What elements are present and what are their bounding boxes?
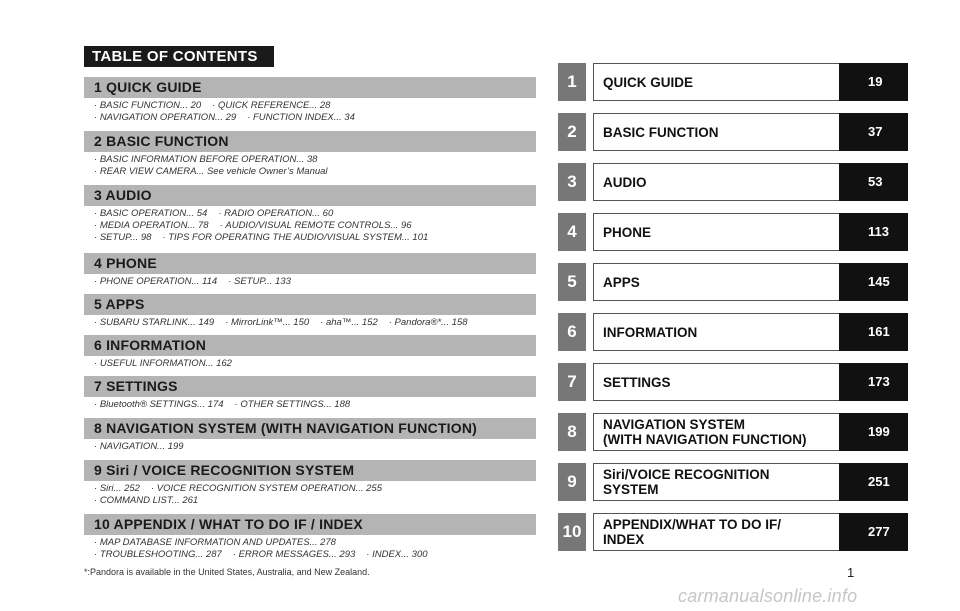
chapter-tab-page: 251 [839,463,908,501]
section-heading[interactable]: 6 INFORMATION [84,335,536,356]
subsection-line [84,483,536,495]
section-heading[interactable]: 9 Siri / VOICE RECOGNITION SYSTEM [84,460,536,481]
subsection-link[interactable]: · ERROR MESSAGES... 293 [233,549,356,560]
subsection-link[interactable]: · Siri... 252 [94,483,140,494]
page-title: TABLE OF CONTENTS [84,46,274,67]
subsection-line [84,317,536,329]
toc-section [84,335,536,370]
toc-section [84,376,536,411]
chapter-tab-label: SETTINGS [593,363,839,401]
chapter-tab-page: 53 [839,163,908,201]
subsection-link[interactable]: · BASIC INFORMATION BEFORE OPERATION... 38 [94,154,317,165]
chapter-tab-number: 1 [558,63,586,101]
chapter-tab-number: 4 [558,213,586,251]
chapter-tab[interactable] [558,163,908,201]
page-number: 1 [847,565,855,580]
subsection-link[interactable]: · MAP DATABASE INFORMATION AND UPDATES... 278 [94,537,336,548]
subsection-link[interactable]: · Bluetooth® SETTINGS... 174 [94,399,224,410]
chapter-tab-number: 8 [558,413,586,451]
subsection-link[interactable]: · PHONE OPERATION... 114 [94,276,217,287]
subsection-line [84,220,536,232]
subsection-line [84,537,536,549]
subsection-link[interactable]: · REAR VIEW CAMERA... See vehicle Owner’s Manual [94,166,328,177]
section-heading[interactable]: 7 SETTINGS [84,376,536,397]
chapter-tab-number: 10 [558,513,586,551]
chapter-tab-number: 5 [558,263,586,301]
chapter-tab-page: 19 [839,63,908,101]
subsection-link[interactable]: · FUNCTION INDEX... 34 [247,112,355,123]
chapter-tab-page: 173 [839,363,908,401]
subsection-link[interactable]: · Pandora®*... 158 [389,317,468,328]
toc-section [84,294,536,329]
chapter-tab-page: 37 [839,113,908,151]
chapter-tab-label: Siri/VOICE RECOGNITION SYSTEM [593,463,839,501]
chapter-tab[interactable] [558,113,908,151]
subsection-line [84,399,536,411]
section-heading[interactable]: 4 PHONE [84,253,536,274]
subsection-link[interactable]: · RADIO OPERATION... 60 [218,208,333,219]
chapter-tab-page: 145 [839,263,908,301]
subsection-link[interactable]: · aha™... 152 [320,317,378,328]
subsection-line [84,166,536,178]
section-heading[interactable]: 5 APPS [84,294,536,315]
chapter-tab-number: 7 [558,363,586,401]
subsection-link[interactable]: · BASIC FUNCTION... 20 [94,100,201,111]
toc-section [84,185,536,244]
footnote: *:Pandora is available in the United States, Australia, and New Zealand. [84,567,370,577]
subsection-line [84,549,536,561]
chapter-tab-label: APPS [593,263,839,301]
section-heading[interactable]: 2 BASIC FUNCTION [84,131,536,152]
chapter-tab-number: 3 [558,163,586,201]
chapter-tab-label: QUICK GUIDE [593,63,839,101]
subsection-link[interactable]: · INDEX... 300 [366,549,427,560]
subsection-link[interactable]: · TROUBLESHOOTING... 287 [94,549,222,560]
subsection-link[interactable]: · MEDIA OPERATION... 78 [94,220,209,231]
section-heading[interactable]: 8 NAVIGATION SYSTEM (WITH NAVIGATION FUNCTION) [84,418,536,439]
chapter-tab-page: 113 [839,213,908,251]
subsection-link[interactable]: · SETUP... 133 [228,276,291,287]
chapter-tab-label: BASIC FUNCTION [593,113,839,151]
toc-section [84,253,536,288]
chapter-tab[interactable] [558,213,908,251]
subsection-line [84,208,536,220]
chapter-tab-number: 6 [558,313,586,351]
chapter-tab[interactable] [558,463,908,501]
subsection-line [84,276,536,288]
subsection-link[interactable]: · MirrorLink™... 150 [225,317,309,328]
chapter-tab-number: 9 [558,463,586,501]
section-heading[interactable]: 3 AUDIO [84,185,536,206]
chapter-tab[interactable] [558,313,908,351]
subsection-link[interactable]: · NAVIGATION... 199 [94,441,184,452]
chapter-tab[interactable] [558,513,908,551]
chapter-tab[interactable] [558,363,908,401]
subsection-link[interactable]: · NAVIGATION OPERATION... 29 [94,112,236,123]
toc-section [84,514,536,561]
subsection-link[interactable]: · USEFUL INFORMATION... 162 [94,358,232,369]
chapter-tab[interactable] [558,263,908,301]
subsection-line [84,441,536,453]
subsection-line [84,495,536,507]
subsection-link[interactable]: · AUDIO/VISUAL REMOTE CONTROLS... 96 [220,220,412,231]
toc-section [84,418,536,453]
chapter-tab-page: 277 [839,513,908,551]
chapter-tab[interactable] [558,413,908,451]
section-heading[interactable]: 10 APPENDIX / WHAT TO DO IF / INDEX [84,514,536,535]
subsection-line [84,358,536,370]
subsection-link[interactable]: · VOICE RECOGNITION SYSTEM OPERATION... 255 [151,483,382,494]
chapter-tab-page: 161 [839,313,908,351]
chapter-tab-label: AUDIO [593,163,839,201]
toc-section [84,460,536,507]
section-heading[interactable]: 1 QUICK GUIDE [84,77,536,98]
subsection-line [84,112,536,124]
subsection-line [84,154,536,166]
subsection-link[interactable]: · SUBARU STARLINK... 149 [94,317,214,328]
toc-section [84,77,536,124]
chapter-tab-page: 199 [839,413,908,451]
chapter-tab-label: APPENDIX/WHAT TO DO IF/ INDEX [593,513,839,551]
chapter-tab-label: NAVIGATION SYSTEM (WITH NAVIGATION FUNCTION) [593,413,839,451]
toc-section [84,131,536,178]
subsection-link[interactable]: · TIPS FOR OPERATING THE AUDIO/VISUAL SYSTEM... 101 [162,232,428,243]
chapter-tab-label: INFORMATION [593,313,839,351]
subsection-link[interactable]: · BASIC OPERATION... 54 [94,208,207,219]
chapter-tab-number: 2 [558,113,586,151]
subsection-link[interactable]: · SETUP... 98 [94,232,151,243]
subsection-line [84,100,536,112]
subsection-line [84,232,536,244]
chapter-tab[interactable] [558,63,908,101]
chapter-tab-label: PHONE [593,213,839,251]
watermark: carmanualsonline.info [678,586,858,606]
subsection-link[interactable]: · OTHER SETTINGS... 188 [235,399,351,410]
subsection-link[interactable]: · QUICK REFERENCE... 28 [212,100,330,111]
subsection-link[interactable]: · COMMAND LIST... 261 [94,495,198,506]
